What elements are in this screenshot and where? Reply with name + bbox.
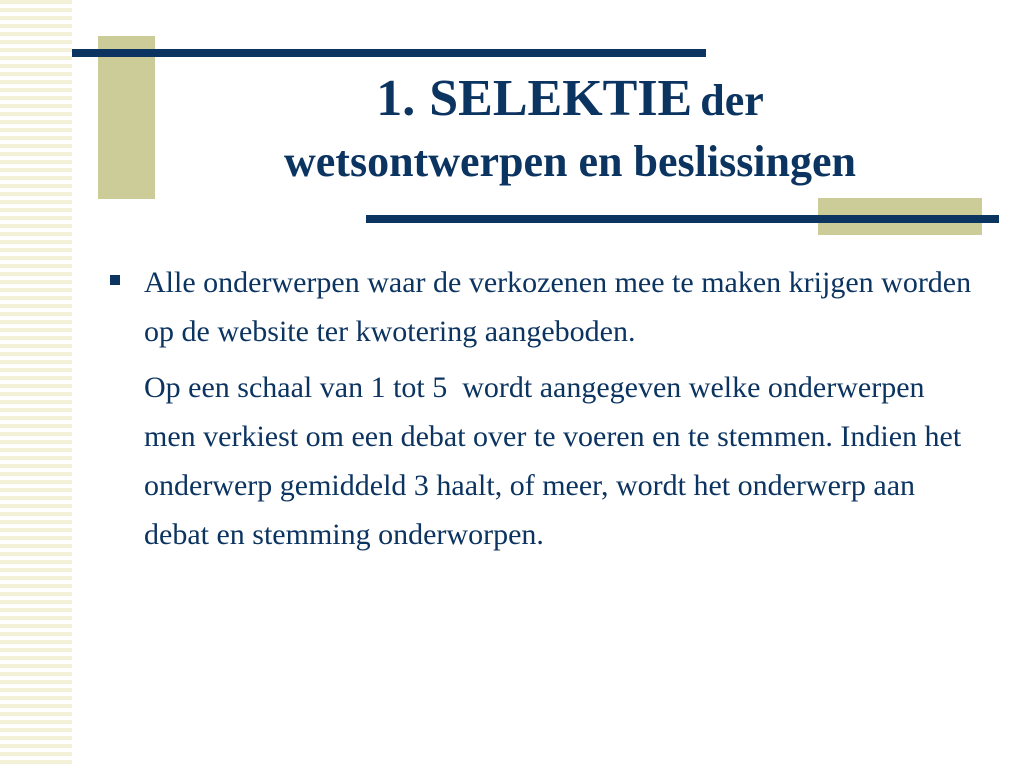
slide-body bbox=[108, 258, 978, 559]
title-keyword: SELEKTIE bbox=[429, 70, 693, 127]
slide-title bbox=[160, 70, 980, 191]
decorative-stripe-band bbox=[0, 0, 72, 768]
title-line-2: wetsontwerpen en beslissingen bbox=[283, 137, 857, 186]
square-bullet-icon bbox=[110, 275, 120, 285]
bullet-item bbox=[108, 258, 978, 559]
accent-block-top bbox=[98, 36, 155, 199]
title-rule-top bbox=[72, 49, 706, 57]
bullet-paragraph-1: Alle onderwerpen waar de verkozenen mee te maken krijgen worden op de website ter kwotering aangeboden. bbox=[144, 266, 972, 348]
bullet-paragraph-2: Op een schaal van 1 tot 5 wordt aangegeven welke onderwerpen men verkiest om een debat over te voeren en te stemmen. Indien het onderwerp gemiddeld 3 haalt, of meer, wordt het onderwerp aan debat en stemming onderworpen. bbox=[144, 371, 969, 551]
title-connector: der bbox=[700, 76, 764, 125]
title-number: 1. bbox=[376, 70, 416, 127]
title-rule-bottom bbox=[366, 215, 999, 223]
